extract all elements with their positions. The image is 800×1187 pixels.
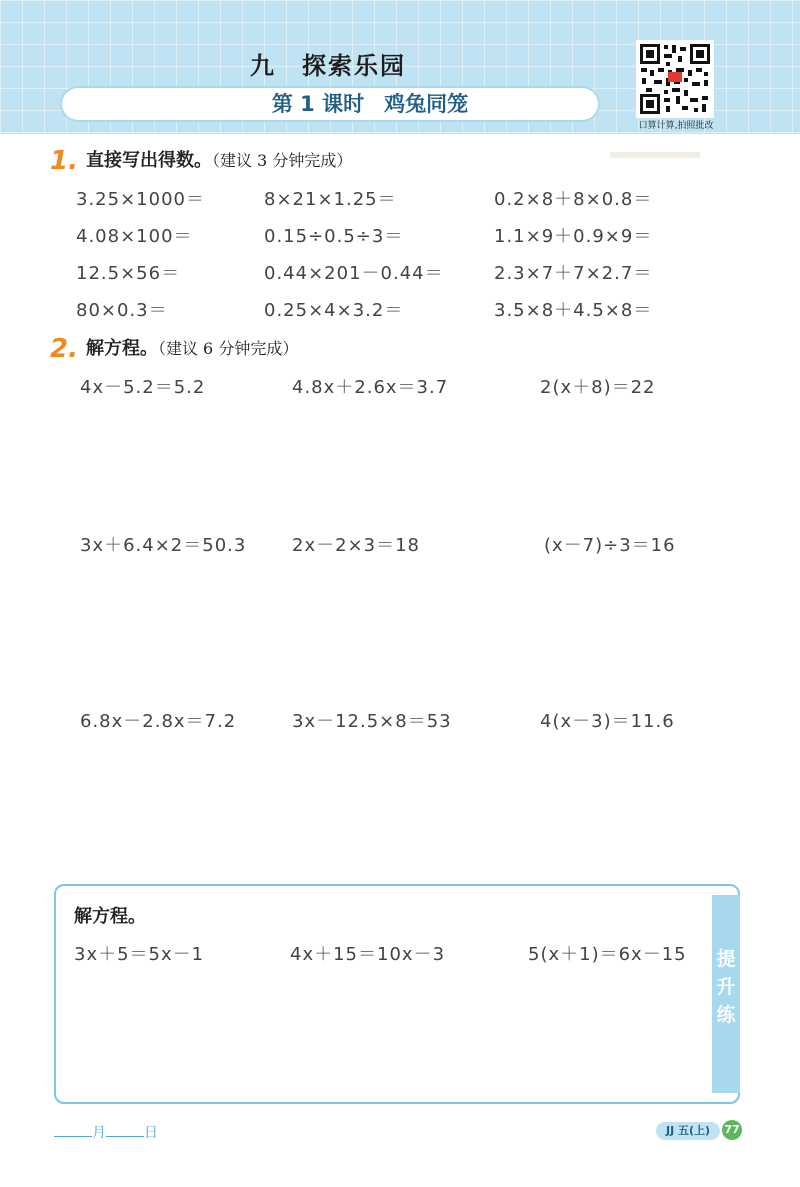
calc-item: 0.15÷0.5÷3＝ xyxy=(264,226,404,247)
equation-item: 3x－12.5×8＝53 xyxy=(292,711,452,732)
calc-item: 0.2×8＋8×0.8＝ xyxy=(494,189,653,210)
extension-equation: 5(x＋1)＝6x－15 xyxy=(528,944,687,965)
section-1-heading: 直接写出得数。 xyxy=(85,150,212,171)
equation-item: 3x＋6.4×2＝50.3 xyxy=(80,535,247,556)
lesson-title xyxy=(60,86,600,122)
section-1-hint: （建议 3 分钟完成） xyxy=(211,151,353,170)
section-2-hint: （建议 6 分钟完成） xyxy=(157,339,299,358)
qr-code-icon[interactable] xyxy=(636,40,714,118)
month-blank[interactable] xyxy=(54,1136,92,1137)
calc-item: 0.44×201－0.44＝ xyxy=(264,263,444,284)
extension-tab-label: 提升练 xyxy=(716,948,736,1026)
section-2-heading: 解方程。 xyxy=(85,338,158,359)
equation-item: (x－7)÷3＝16 xyxy=(544,535,676,556)
calc-item: 80×0.3＝ xyxy=(76,300,168,321)
section-1-title xyxy=(50,146,352,176)
extension-equation: 3x＋5＝5x－1 xyxy=(74,944,205,965)
equation-item: 4(x－3)＝11.6 xyxy=(540,711,675,732)
lesson-name: 鸡兔同笼 xyxy=(384,92,469,116)
page-number: 77 xyxy=(722,1120,742,1140)
equation-item: 6.8x－2.8x＝7.2 xyxy=(80,711,237,732)
calc-item: 1.1×9＋0.9×9＝ xyxy=(494,226,653,247)
day-label: 日 xyxy=(144,1125,158,1141)
lesson-label: 第 1 课时 xyxy=(271,92,365,116)
calc-item: 3.25×1000＝ xyxy=(76,189,205,210)
calc-item: 8×21×1.25＝ xyxy=(264,189,397,210)
date-fill-in xyxy=(54,1122,158,1142)
faint-mark xyxy=(610,152,700,158)
extension-equation: 4x＋15＝10x－3 xyxy=(290,944,446,965)
calc-item: 3.5×8＋4.5×8＝ xyxy=(494,300,653,321)
unit-number: 九 xyxy=(250,52,276,80)
section-2-title xyxy=(50,334,298,364)
equation-item: 2x－2×3＝18 xyxy=(292,535,420,556)
extension-title: 解方程。 xyxy=(74,906,146,927)
equation-item: 4x－5.2＝5.2 xyxy=(80,377,206,398)
equation-item: 2(x＋8)＝22 xyxy=(540,377,656,398)
equation-item: 4.8x＋2.6x＝3.7 xyxy=(292,377,449,398)
unit-title xyxy=(250,46,406,81)
section-1-number: 1. xyxy=(50,146,78,176)
calc-item: 2.3×7＋7×2.7＝ xyxy=(494,263,653,284)
section-2-number: 2. xyxy=(50,334,78,364)
calc-item: 4.08×100＝ xyxy=(76,226,193,247)
unit-name: 探索乐园 xyxy=(302,52,406,80)
calc-item: 12.5×56＝ xyxy=(76,263,181,284)
lesson-bar xyxy=(60,86,600,122)
qr-label: 口算计算,拍照批改 xyxy=(638,121,714,131)
calc-item: 0.25×4×3.2＝ xyxy=(264,300,404,321)
extension-box xyxy=(54,884,740,1104)
day-blank[interactable] xyxy=(106,1136,144,1137)
month-label: 月 xyxy=(92,1125,106,1141)
edition-badge: JJ 五(上) xyxy=(656,1122,720,1140)
